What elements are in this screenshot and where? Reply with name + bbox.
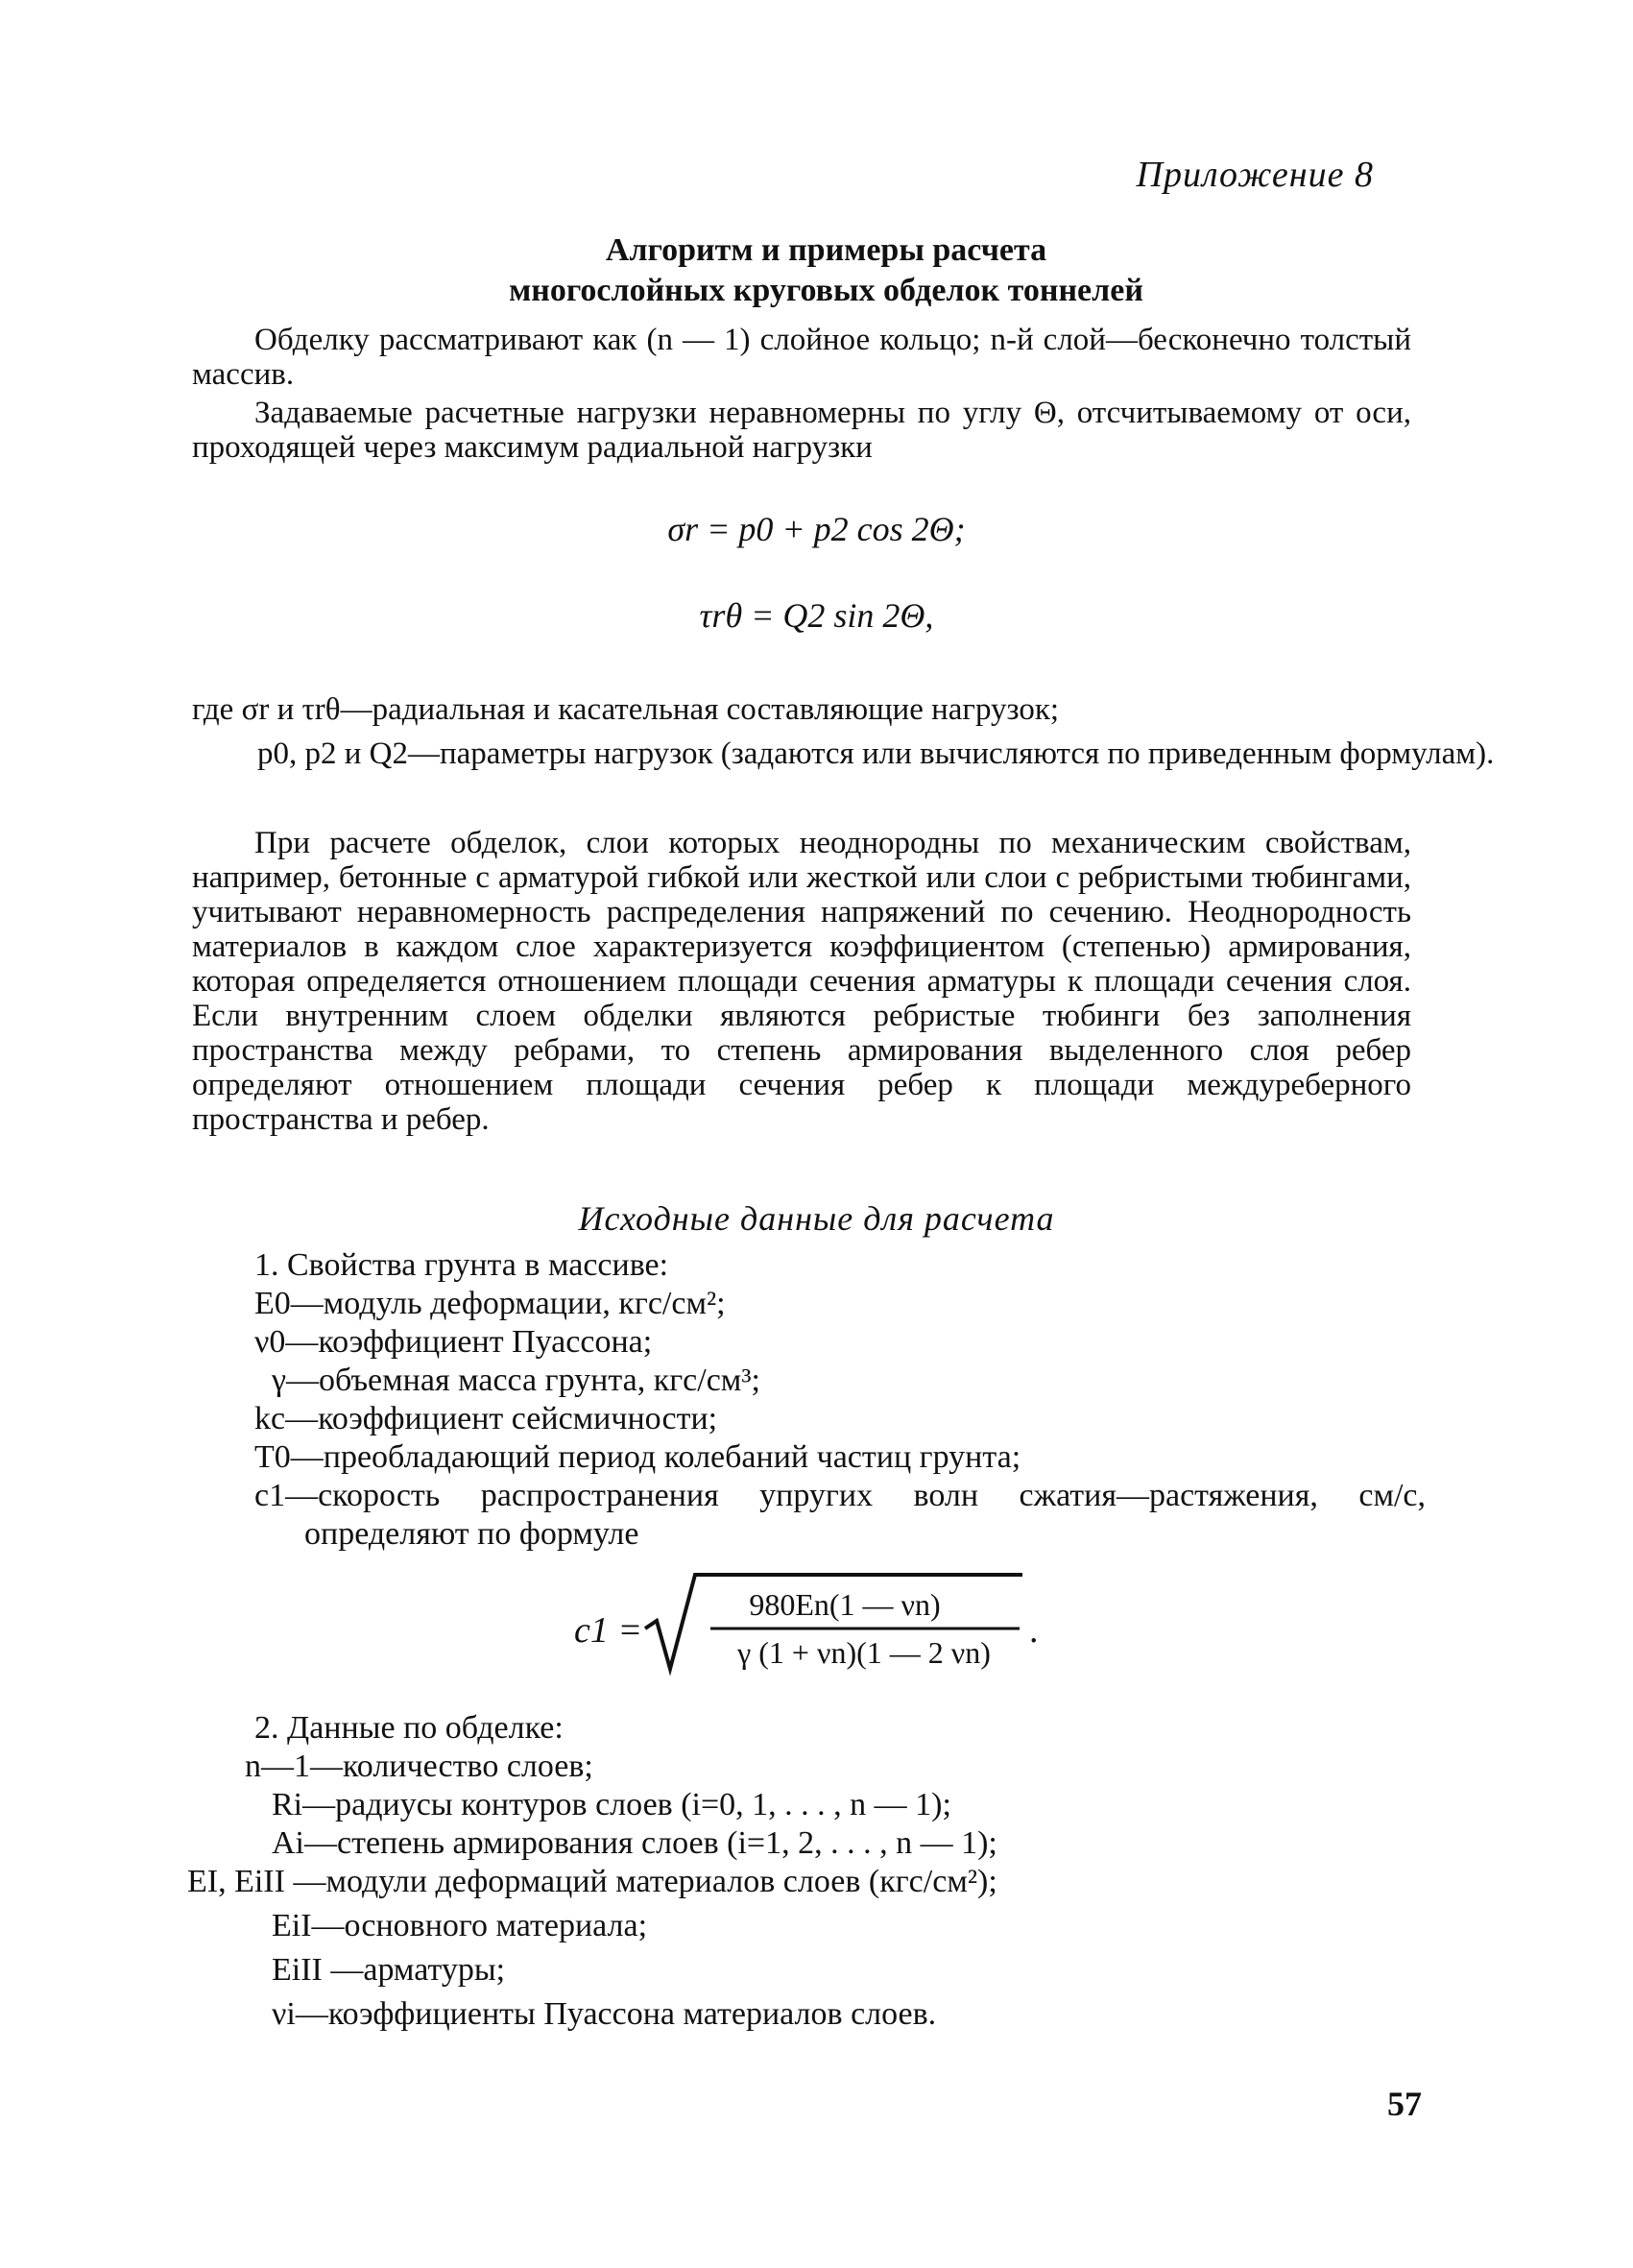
- appendix-label: Приложение 8: [1136, 155, 1374, 195]
- soil-item: T0—преобладающий период колебаний частиц грунта;: [254, 1439, 1021, 1475]
- soil-properties-list: [254, 1246, 1426, 1554]
- intro-paragraph-1: Обделку рассматривают как (n — 1) слойное кольцо; n-й слой—бесконечно толстый массив.: [192, 323, 1411, 392]
- title-line-2: многослойных круговых обделок тоннелей: [509, 273, 1143, 308]
- intro-paragraph-2: Задаваемые расчетные нагрузки неравномерны по углу Θ, отсчитываемому от оси, проходящей через максимум радиальной нагрузки: [192, 396, 1411, 465]
- soil-heading: 1. Свойства грунта в массиве:: [254, 1247, 669, 1283]
- soil-item: kс—коэффициент сейсмичности;: [254, 1401, 718, 1436]
- formula-c1-graphic: [0, 1565, 1633, 1680]
- body-paragraph: При расчете обделок, слои которых неоднородны по механическим свойствам, например, бетонные с арматурой гибкой или жесткой или слои с ребристыми тюбингами, учитывают неравномерность распределения напряжений по сечению. Неоднородность материалов в каждом слое характеризуется коэффициентом (степенью) армирования, которая определяется отношением площади сечения арматуры к площади сечения слоя. Если внутренним слоем обделки являются ребристые тюбинги без заполнения пространства между ребрами, то степень армирования выделенного слоя ребер определяют отношением площади сечения ребер к площади междуреберного пространства и ребер.: [192, 826, 1411, 1137]
- lining-item: Ai—степень армирования слоев (i=1, 2, . . . , n — 1);: [272, 1825, 997, 1861]
- title-line-1: Алгоритм и примеры расчета: [605, 232, 1047, 268]
- lining-item: EiI—основного материала;: [272, 1908, 648, 1943]
- section-title: Исходные данные для расчета: [578, 1199, 1055, 1238]
- lining-item: EiII —арматуры;: [272, 1952, 506, 1988]
- soil-item: γ—объемная масса грунта, кгс/см³;: [272, 1363, 760, 1398]
- lining-item: n—1—количество слоев;: [245, 1749, 593, 1784]
- formula-c1-numerator: 980En(1 — νn): [749, 1587, 941, 1622]
- page-number: 57: [1387, 2085, 1422, 2123]
- lining-heading: 2. Данные по обделке:: [254, 1710, 564, 1746]
- soil-item: ν0—коэффициент Пуассона;: [254, 1324, 653, 1360]
- where-line-2: p0, p2 и Q2—параметры нагрузок (задаются или вычисляются по приведенным формулам).: [257, 736, 1495, 771]
- lining-item: Ri—радиусы контуров слоев (i=0, 1, . . . , n — 1);: [272, 1787, 951, 1822]
- lining-item: EI, EiII —модули деформаций материалов слоев (кгс/см²);: [187, 1864, 997, 1899]
- formula-c1-tail: .: [1029, 1610, 1039, 1651]
- soil-item: E0—модуль деформации, кгс/см²;: [254, 1286, 726, 1321]
- soil-item: c1—скорость распространения упругих волн сжатия—растяжения, см/с, определяют по формуле: [254, 1478, 1426, 1552]
- where-line-1: где σr и τrθ—радиальная и касательная составляющие нагрузок;: [192, 692, 1060, 727]
- lining-item: νi—коэффициенты Пуассона материалов слоев.: [272, 1996, 937, 2032]
- formula-c1: [0, 1565, 1633, 1680]
- page-title: [0, 230, 1633, 311]
- formula-c1-lhs: c1 =: [574, 1610, 643, 1651]
- formula-sigma: σr = p0 + p2 cos 2Θ;: [667, 510, 966, 548]
- lining-data-list: [187, 1709, 1426, 2034]
- formula-tau: τrθ = Q2 sin 2Θ,: [699, 596, 934, 635]
- formula-c1-denominator: γ (1 + νn)(1 — 2 νn): [737, 1635, 991, 1670]
